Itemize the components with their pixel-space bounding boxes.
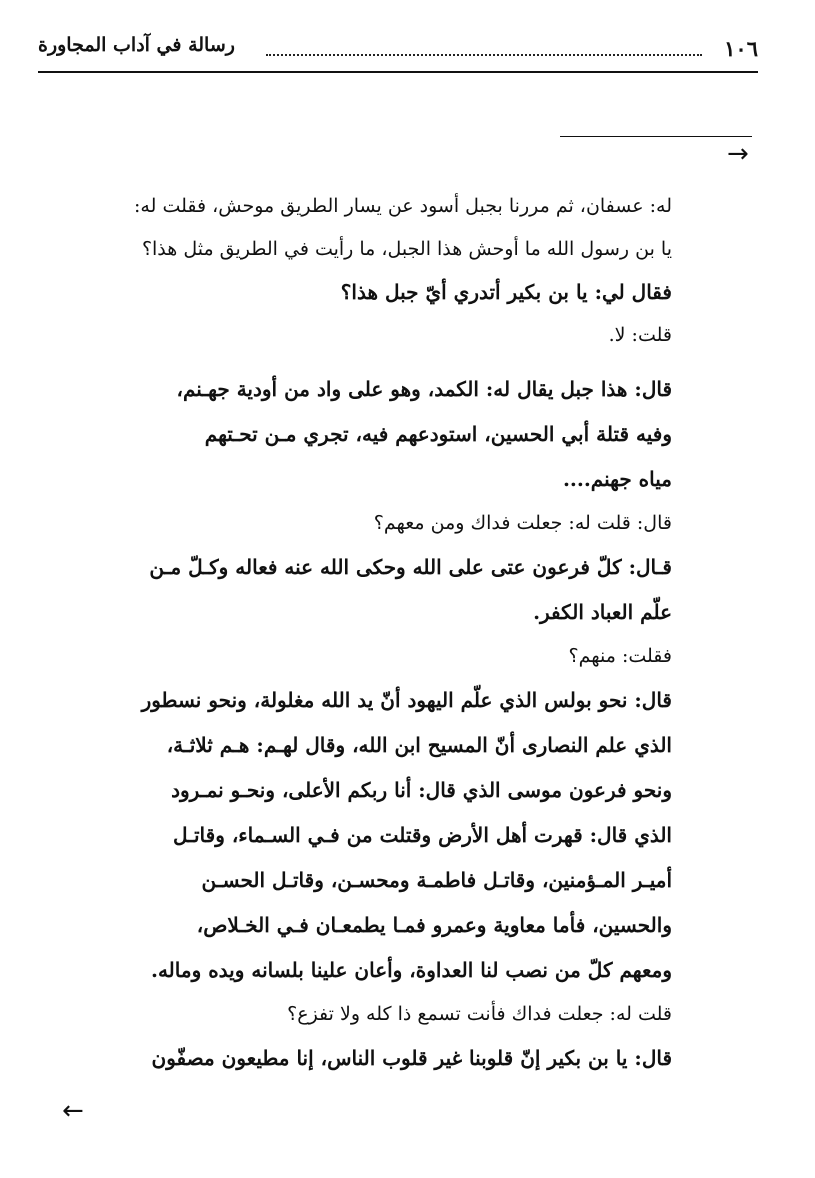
running-header <box>38 34 758 68</box>
header-rule <box>38 71 758 73</box>
left-arrow-icon: ← <box>62 1096 84 1126</box>
text-line: الذي قال: قهرت أهل الأرض وقتلت من فـي السـماء، وقاتـل <box>172 823 672 847</box>
paragraph-gap <box>106 357 672 367</box>
text-line: علّم العباد الكفر. <box>533 600 672 624</box>
text-line: قلت له: جعلت فداك فأنت تسمع ذا كله ولا تفزع؟ <box>287 1003 672 1025</box>
text-line: قال: نحو بولس الذي علّم اليهود أنّ يد الله مغلولة، ونحو نسطور <box>141 688 672 712</box>
page-number: ١٠٦ <box>724 36 758 61</box>
text-line: له: عسفان، ثم مررنا بجبل أسود عن يسار الطريق موحش، فقلت له: <box>134 195 672 217</box>
text-line: فقال لي: يا بن بكير أتدري أيّ جبل هذا؟ <box>340 280 672 304</box>
text-line: ونحو فرعون موسى الذي قال: أنا ربكم الأعلى، ونحـو نمـرود <box>171 778 672 802</box>
text-line: الذي علم النصارى أنّ المسيح ابن الله، وقال لهـم: هـم ثلاثـة، <box>166 733 672 757</box>
text-line: والحسين، فأما معاوية وعمرو فمـا يطمعـان فـي الخـلاص، <box>196 913 672 937</box>
text-line: قلت: لا. <box>608 324 672 346</box>
text-line: مياه جهنم.... <box>562 467 672 491</box>
page-body <box>106 185 672 1081</box>
text-line: أميـر المـؤمنين، وقاتـل فاطمـة ومحسـن، وقاتـل الحسـن <box>201 868 672 892</box>
text-line: فقلت: منهم؟ <box>568 645 672 667</box>
text-line: يا بن رسول الله ما أوحش هذا الجبل، ما رأيت في الطريق مثل هذا؟ <box>141 238 672 260</box>
text-line: قال: هذا جبل يقال له: الكمد، وهو على واد من أودية جهـنم، <box>176 377 672 401</box>
book-title: رسالة في آداب المجاورة <box>38 34 235 56</box>
separator-rule <box>560 136 752 137</box>
text-line: وفيه قتلة أبي الحسين، استودعهم فيه، تجري مـن تحـتهم <box>204 422 672 446</box>
right-arrow-icon: → <box>727 139 749 169</box>
text-line: ومعهم كلّ من نصب لنا العداوة، وأعان علينا بلسانه ويده وماله. <box>150 958 672 982</box>
text-line: قال: يا بن بكير إنّ قلوبنا غير قلوب الناس، إنا مطيعون مصفّون <box>151 1046 672 1070</box>
text-line: قـال: كلّ فرعون عتى على الله وحكى الله عنه فعاله وكـلّ مـن <box>149 555 672 579</box>
header-leader-dots <box>266 54 702 56</box>
text-line: قال: قلت له: جعلت فداك ومن معهم؟ <box>373 512 672 534</box>
